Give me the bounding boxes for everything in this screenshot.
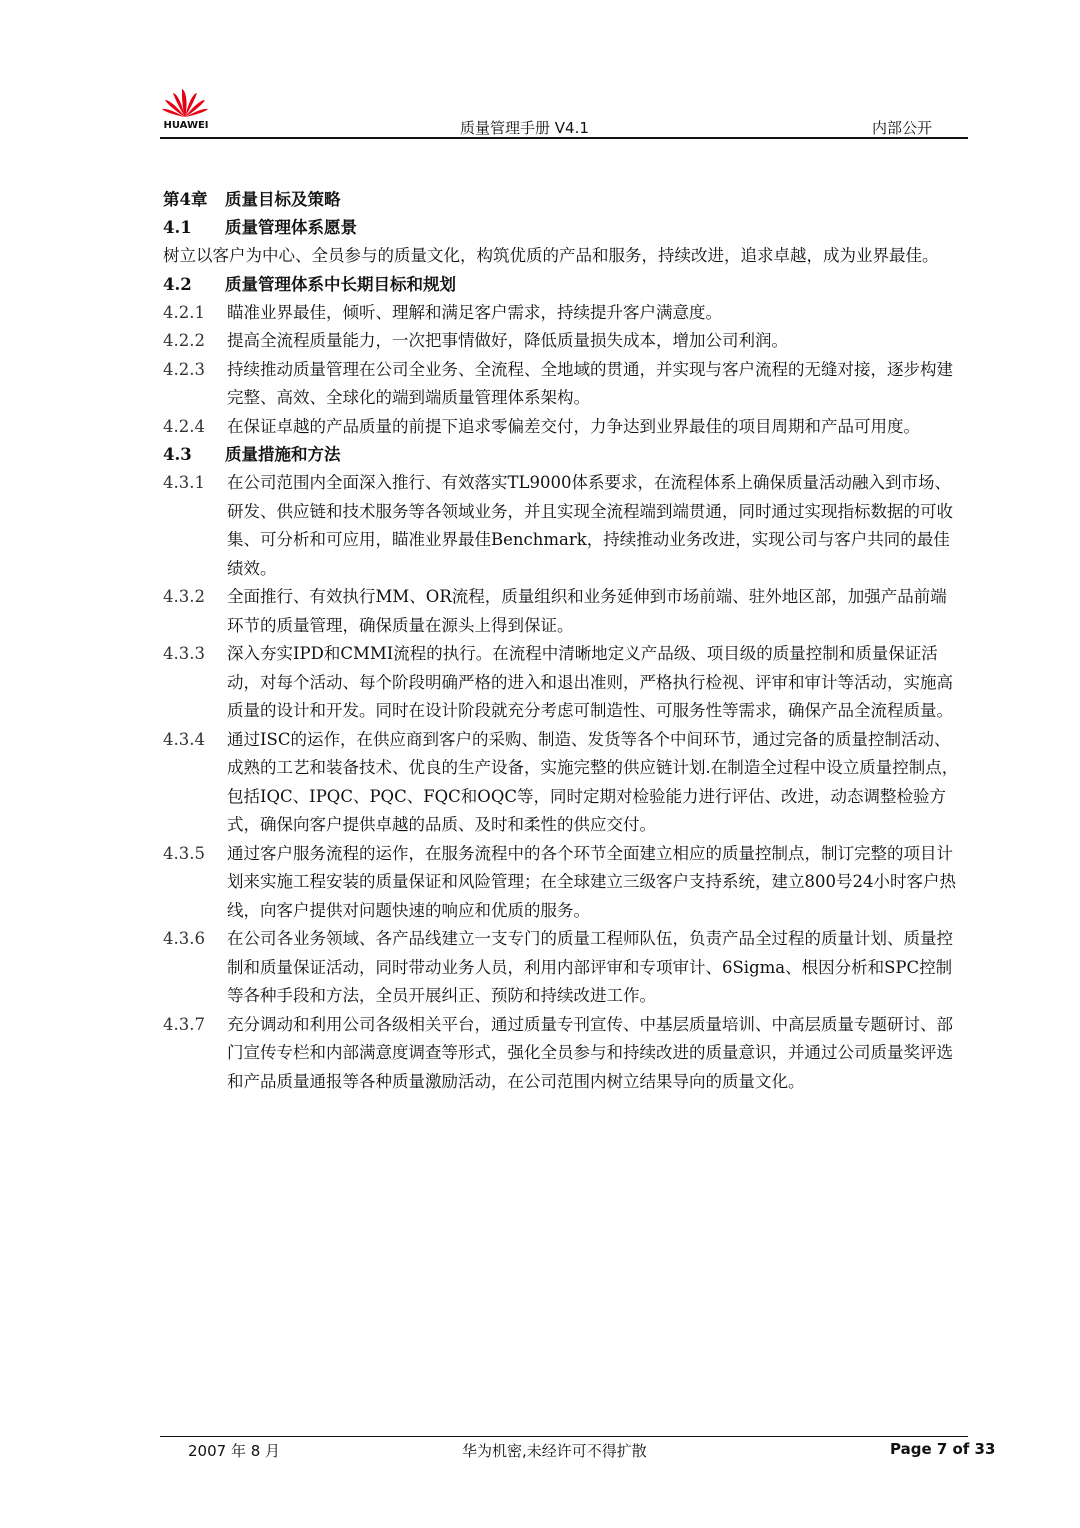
list-item	[163, 583, 963, 640]
item-number: 4.3.7	[163, 1014, 205, 1034]
item-number: 4.3.6	[163, 929, 205, 948]
item-text: 持续推动质量管理在公司全业务、全流程、全地域的贯通，并实现与客户流程的无缝对接，逐步构建完整、高效、全球化的端到端质量管理体系架构。	[227, 359, 953, 407]
section-title: 质量措施和方法	[225, 445, 341, 464]
chapter-heading	[163, 186, 963, 214]
section-number: 4.2	[163, 274, 192, 294]
list-item	[163, 356, 963, 413]
header-classification: 内部公开	[872, 119, 933, 137]
footer-divider	[160, 1436, 968, 1437]
list-item	[163, 726, 963, 840]
item-text: 瞄准业界最佳，倾听、理解和满足客户需求，持续提升客户满意度。	[227, 302, 722, 322]
item-text: 在公司各业务领域、各产品线建立一支专门的质量工程师队伍，负责产品全过程的质量计划、质量控制和质量保证活动，同时带动业务人员，利用内部评审和专项审计、6Sigma、根因分析和SPC控制等各种手段和方法，全员开展纠正、预防和持续改进工作。	[227, 929, 953, 1005]
list-item	[163, 469, 963, 583]
item-number: 4.2.4	[163, 416, 205, 436]
list-item	[163, 413, 963, 442]
paragraph: 树立以客户为中心、全员参与的质量文化，构筑优质的产品和服务，持续改进，追求卓越，成为业界最佳。	[163, 246, 939, 265]
list-item	[163, 1011, 963, 1097]
item-number: 4.3.1	[163, 473, 205, 492]
list-item	[163, 327, 963, 356]
section-heading	[163, 214, 963, 242]
header-title: 质量管理手册 V4.1	[460, 119, 589, 137]
document-body	[163, 186, 963, 1096]
section-title: 质量管理体系中长期目标和规划	[225, 274, 456, 294]
item-number: 4.2.1	[163, 302, 205, 322]
section-number: 4.1	[163, 218, 192, 237]
footer-date: 2007 年 8 月	[188, 1442, 281, 1460]
list-item	[163, 925, 963, 1011]
item-text: 在保证卓越的产品质量的前提下追求零偏差交付，力争达到业界最佳的项目周期和产品可用度。	[227, 416, 920, 436]
item-number: 4.3.5	[163, 843, 205, 863]
item-text: 在公司范围内全面深入推行、有效落实TL9000体系要求，在流程体系上确保质量活动融入到市场、研发、供应链和技术服务等各领域业务，并且实现全流程端到端贯通，同时通过实现指标数据的可收集、可分析和可应用，瞄准业界最佳Benchmark，持续推动业务改进，实现公司与客户共同的最佳绩效。	[227, 473, 953, 578]
list-item	[163, 299, 963, 328]
item-text: 全面推行、有效执行MM、OR流程，质量组织和业务延伸到市场前端、驻外地区部，加强产品前端环节的质量管理，确保质量在源头上得到保证。	[227, 587, 947, 635]
list-item	[163, 640, 963, 726]
header-divider	[160, 137, 968, 139]
logo-text: HUAWEI	[163, 120, 209, 131]
item-number: 4.2.3	[163, 359, 205, 379]
item-text: 提高全流程质量能力，一次把事情做好，降低质量损失成本，增加公司利润。	[227, 331, 788, 350]
section-title: 质量管理体系愿景	[225, 218, 357, 237]
item-text: 深入夯实IPD和CMMI流程的执行。在流程中清晰地定义产品级、项目级的质量控制和质量保证活动，对每个活动、每个阶段明确严格的进入和退出准则，严格执行检视、评审和审计等活动，实施高质量的设计和开发。同时在设计阶段就充分考虑可制造性、可服务性等需求，确保产品全流程质量。	[227, 644, 953, 720]
chapter-title: 质量目标及策略	[225, 190, 341, 209]
list-item	[163, 840, 963, 926]
section-heading	[163, 441, 963, 469]
footer-confidential-notice: 华为机密,未经许可不得扩散	[462, 1442, 647, 1460]
huawei-logo-icon	[160, 84, 210, 120]
footer-page-number: Page 7 of 33	[890, 1440, 996, 1458]
item-text: 通过ISC的运作，在供应商到客户的采购、制造、发货等各个中间环节，通过完备的质量控制活动、成熟的工艺和装备技术、优良的生产设备，实施完整的供应链计划.在制造全过程中设立质量控制点，包括IQC、IPQC、PQC、FQC和OQC等，同时定期对检验能力进行评估、改进，动态调整检验方式，确保向客户提供卓越的品质、及时和柔性的供应交付。	[227, 729, 959, 834]
section-heading	[163, 271, 963, 299]
chapter-number: 第4章	[163, 190, 208, 209]
item-text: 充分调动和利用公司各级相关平台，通过质量专刊宣传、中基层质量培训、中高层质量专题研讨、部门宣传专栏和内部满意度调查等形式，强化全员参与和持续改进的质量意识，并通过公司质量奖评选和产品质量通报等各种质量激励活动，在公司范围内树立结果导向的质量文化。	[227, 1014, 953, 1091]
huawei-logo	[160, 84, 210, 134]
item-number: 4.3.2	[163, 587, 205, 606]
item-number: 4.2.2	[163, 331, 205, 350]
section-number: 4.3	[163, 445, 192, 464]
item-number: 4.3.4	[163, 729, 205, 749]
item-text: 通过客户服务流程的运作，在服务流程中的各个环节全面建立相应的质量控制点，制订完整的项目计划来实施工程安装的质量保证和风险管理；在全球建立三级客户支持系统，建立800号24小时客户热线，向客户提供对问题快速的响应和优质的服务。	[227, 843, 956, 920]
item-number: 4.3.3	[163, 644, 205, 663]
